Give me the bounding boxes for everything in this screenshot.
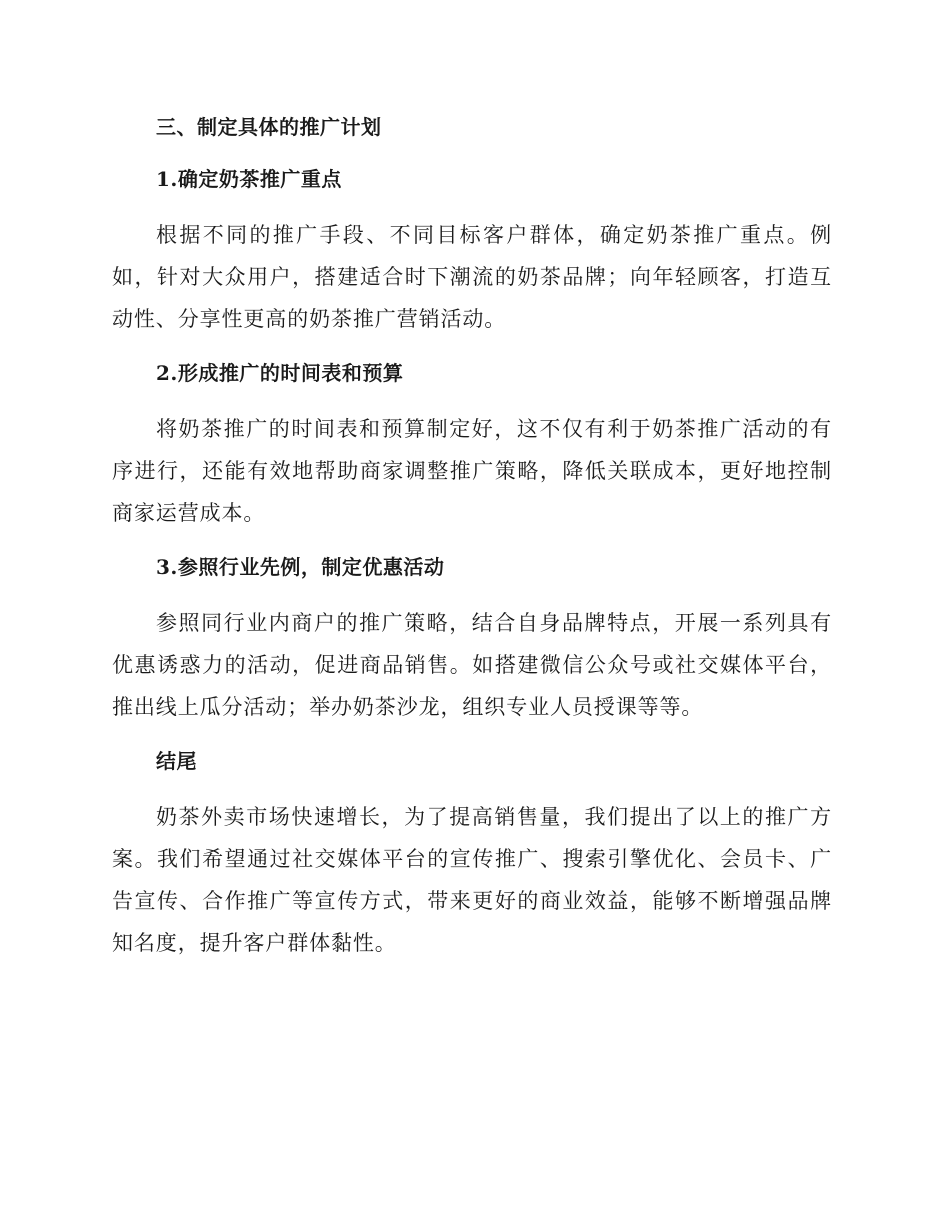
section-heading-1: 1.确定奶茶推广重点 — [156, 167, 342, 191]
section-heading-2: 2.形成推广的时间表和预算 — [156, 361, 404, 385]
section-heading-main: 三、制定具体的推广计划 — [156, 115, 382, 139]
section-paragraph-conclusion: 奶茶外卖市场快速增长，为了提高销售量，我们提出了以上的推广方案。我们希望通过社交媒体平台的宣传推广、搜索引擎优化、会员卡、广告宣传、合作推广等宣传方式，带来更好的商业效益，能够不断增强品牌知名度，提升客户群体黏性。 — [112, 805, 832, 955]
section-heading-3: 3.参照行业先例，制定优惠活动 — [156, 555, 445, 579]
section-heading-conclusion: 结尾 — [156, 749, 197, 773]
section-paragraph-2: 将奶茶推广的时间表和预算制定好，这不仅有利于奶茶推广活动的有序进行，还能有效地帮助商家调整推广策略，降低关联成本，更好地控制商家运营成本。 — [112, 417, 832, 525]
section-paragraph-3: 参照同行业内商户的推广策略，结合自身品牌特点，开展一系列具有优惠诱惑力的活动，促进商品销售。如搭建微信公众号或社交媒体平台，推出线上瓜分活动；举办奶茶沙龙，组织专业人员授课等等。 — [112, 611, 832, 719]
section-paragraph-1: 根据不同的推广手段、不同目标客户群体，确定奶茶推广重点。例如，针对大众用户，搭建适合时下潮流的奶茶品牌；向年轻顾客，打造互动性、分享性更高的奶茶推广营销活动。 — [112, 223, 832, 331]
document-body — [112, 108, 832, 964]
